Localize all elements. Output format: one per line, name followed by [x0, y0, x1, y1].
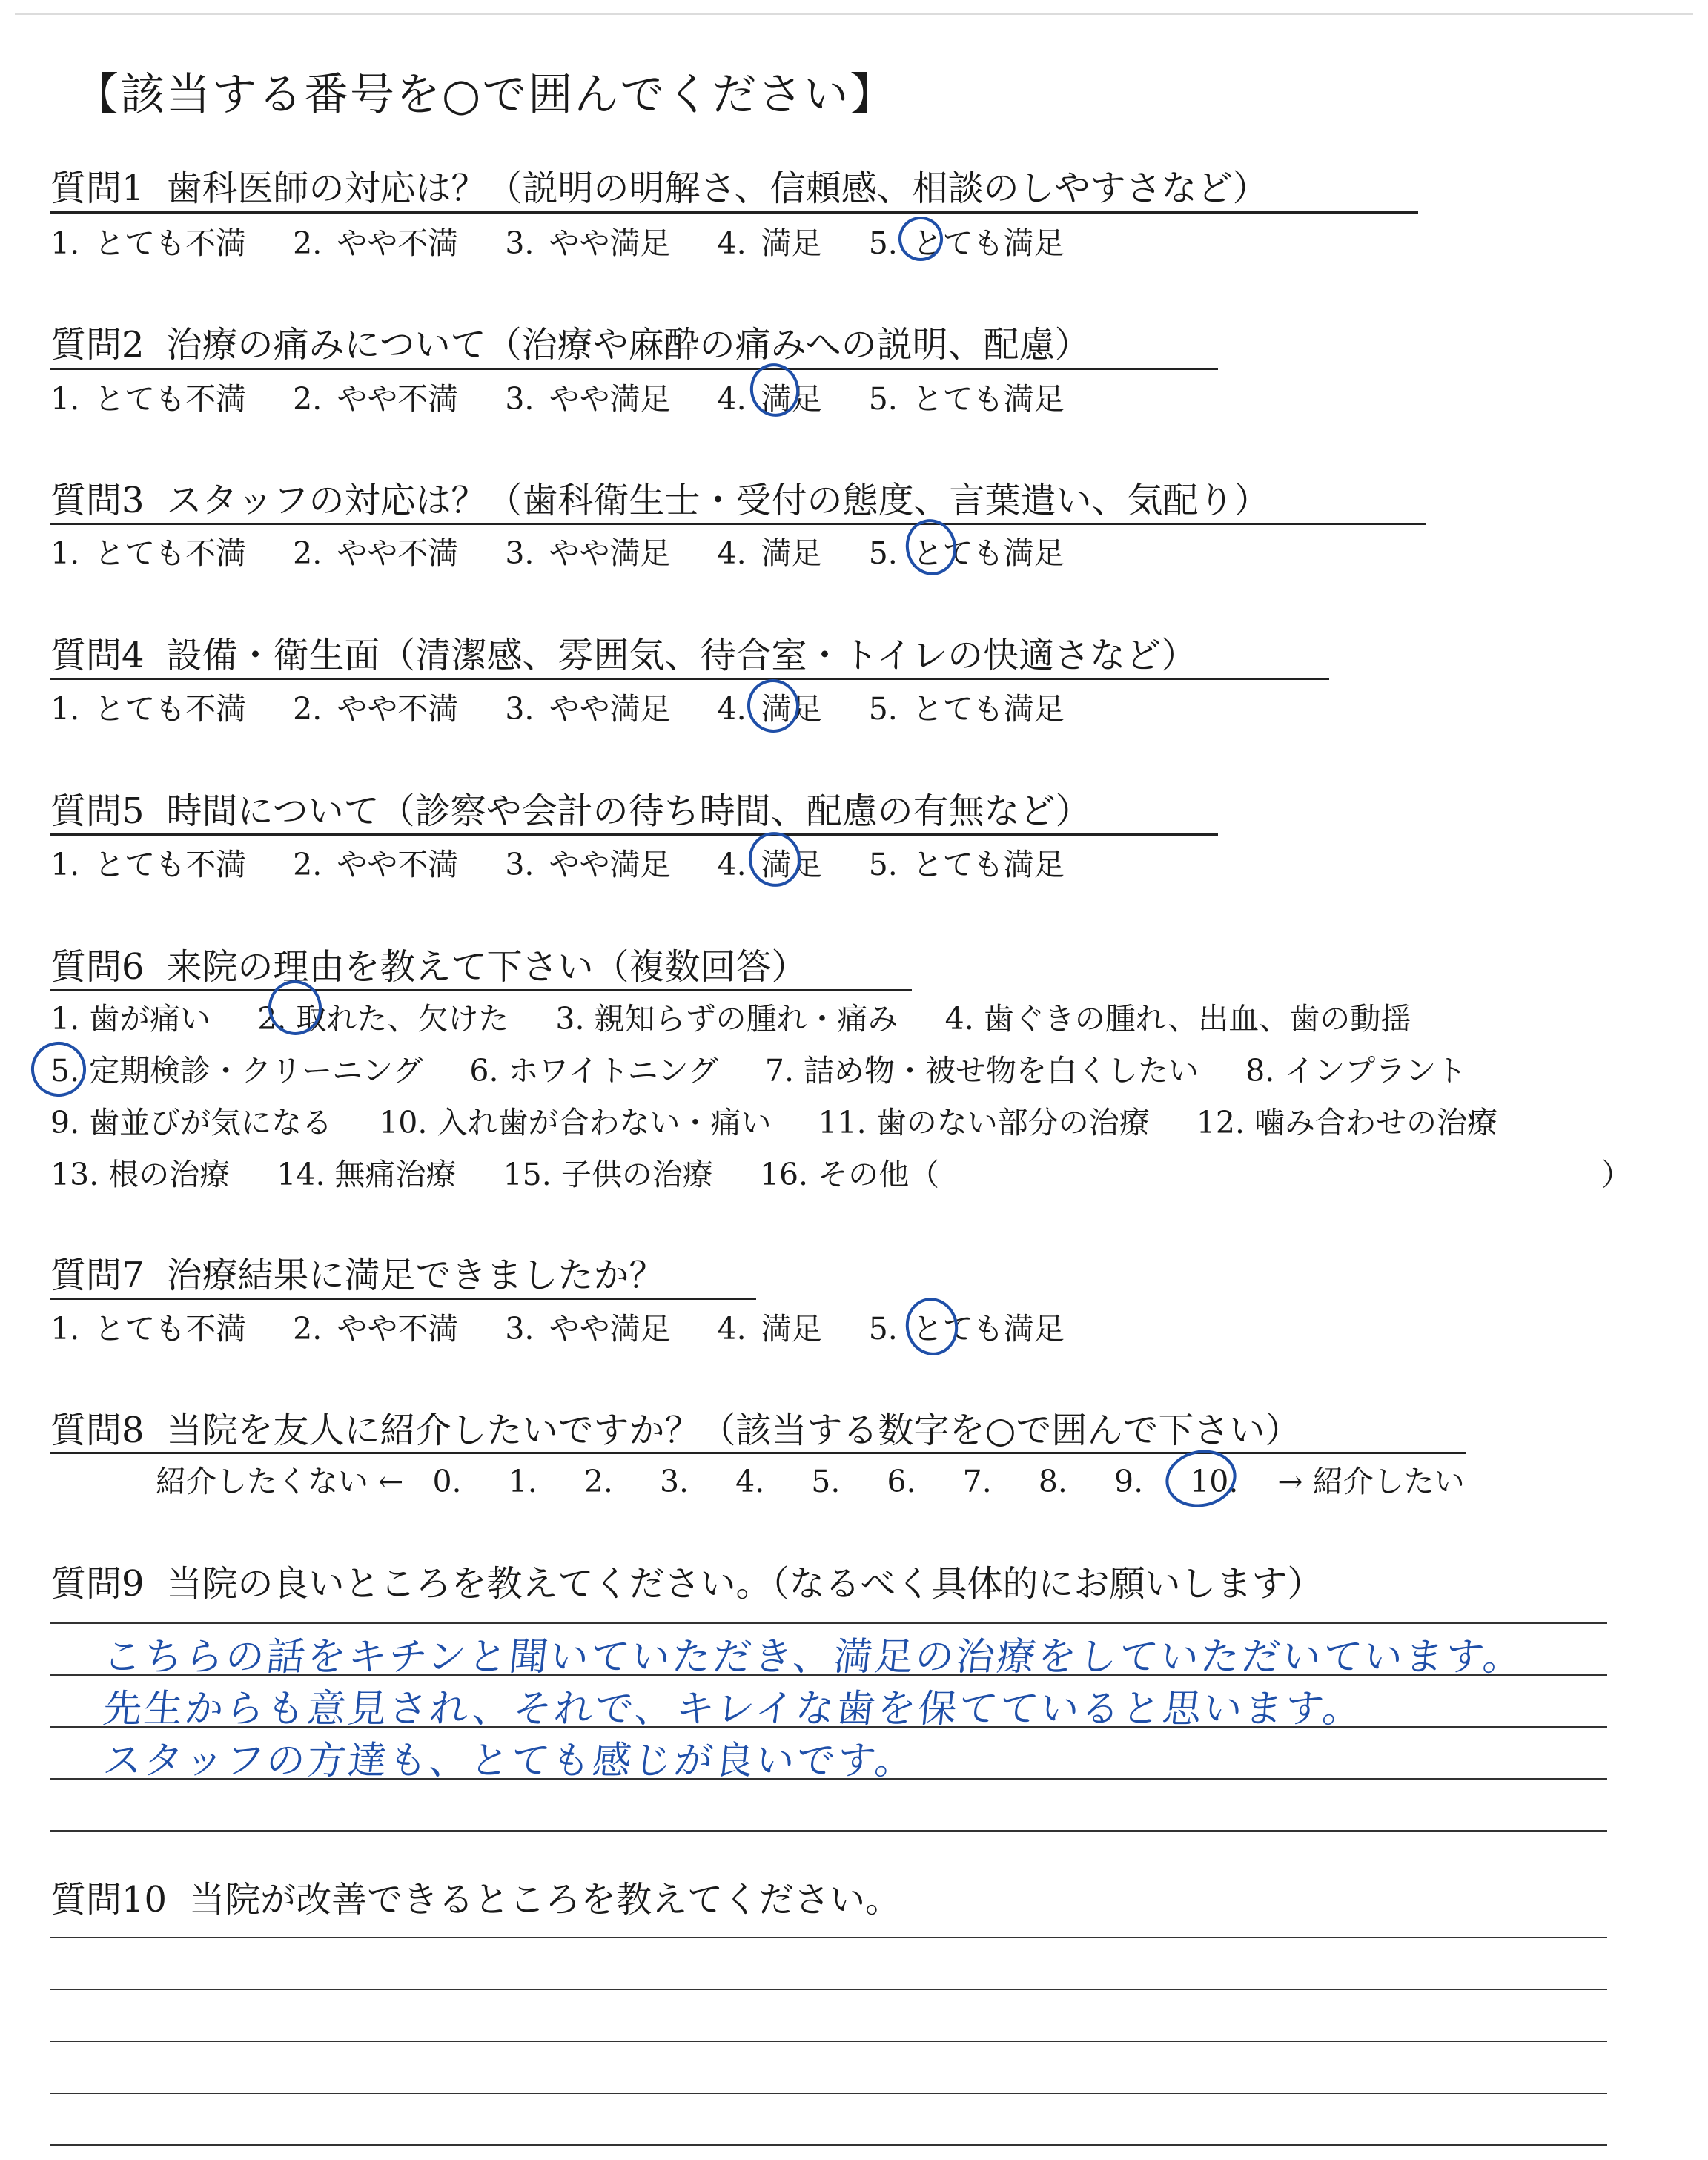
- question-6-row-3: [50, 1102, 1535, 1143]
- scale-option[interactable]: 6.: [887, 1464, 916, 1499]
- question-1-text: 歯科医師の対応は？（説明の明解さ、信頼感、相談のしやすさなど）: [166, 168, 1268, 209]
- option[interactable]: 4. 満足: [717, 225, 822, 261]
- answer-line: [50, 2041, 1607, 2042]
- question-10: [50, 1876, 901, 1923]
- scale-option[interactable]: 4.: [735, 1464, 765, 1499]
- scale-option[interactable]: 8.: [1038, 1464, 1068, 1499]
- scale-option[interactable]: 9.: [1113, 1464, 1144, 1499]
- question-8-label: 質問8: [50, 1410, 145, 1451]
- option[interactable]: 8. インプラント: [1245, 1053, 1467, 1089]
- question-6-label: 質問6: [50, 946, 145, 988]
- question-6-row-2: [50, 1050, 1503, 1091]
- option[interactable]: 5. とても満足: [868, 381, 1065, 417]
- question-10-text: 当院が改善できるところを教えてください。: [189, 1879, 901, 1920]
- option[interactable]: 4. 満足: [717, 1311, 822, 1347]
- option[interactable]: 1. 歯が痛い: [50, 1001, 211, 1037]
- question-3: [50, 477, 1270, 524]
- question-4-text: 設備・衛生面（清潔感、雰囲気、待合室・トイレの快適さなど）: [166, 635, 1197, 676]
- question-4-underline: [50, 678, 1329, 680]
- scale-option[interactable]: 1.: [508, 1464, 537, 1499]
- answer-line: [50, 1989, 1607, 1990]
- question-2-options: [50, 378, 1102, 420]
- option-selected[interactable]: 4. 満足: [717, 381, 822, 417]
- option-selected[interactable]: 5. とても満足: [868, 535, 1065, 571]
- question-7: [50, 1252, 665, 1299]
- question-5-underline: [50, 833, 1218, 836]
- question-4: [50, 632, 1196, 679]
- option[interactable]: 2. やや不満: [293, 1311, 459, 1347]
- option[interactable]: 2. やや不満: [293, 847, 459, 882]
- question-2-label: 質問2: [50, 324, 145, 366]
- option-selected[interactable]: 2. 取れた、欠けた: [257, 1001, 509, 1037]
- question-8-underline: [50, 1452, 1466, 1454]
- option[interactable]: 3. やや満足: [505, 847, 671, 882]
- question-6-row-1: [50, 998, 1448, 1040]
- option[interactable]: 3. やや満足: [505, 381, 671, 417]
- option[interactable]: 1. とても不満: [50, 1311, 247, 1347]
- option-selected[interactable]: 5. 定期検診・クリーニング: [50, 1053, 423, 1089]
- option[interactable]: 1. とても不満: [50, 691, 247, 727]
- question-6: [50, 943, 807, 991]
- question-7-text: 治療結果に満足できましたか？: [166, 1255, 665, 1296]
- scale-option[interactable]: 3.: [659, 1464, 689, 1499]
- option[interactable]: 3. やや満足: [505, 691, 671, 727]
- option[interactable]: 1. とても不満: [50, 847, 247, 882]
- scale-option[interactable]: 0.: [432, 1464, 462, 1499]
- question-2: [50, 321, 1090, 369]
- option-selected[interactable]: 4. 満足: [717, 847, 822, 882]
- question-9-text: 当院の良いところを教えてください。（なるべく具体的にお願いします）: [166, 1563, 1323, 1605]
- option[interactable]: 7. 詰め物・被せ物を白くしたい: [764, 1053, 1199, 1089]
- question-7-underline: [50, 1298, 756, 1300]
- question-4-options: [50, 688, 1102, 730]
- question-3-label: 質問3: [50, 480, 145, 521]
- question-5-label: 質問5: [50, 790, 145, 832]
- option[interactable]: 10. 入れ歯が合わない・痛い: [379, 1105, 772, 1140]
- option[interactable]: 5. とても満足: [868, 847, 1065, 882]
- scale-left-label: 紹介したくない ←: [156, 1464, 404, 1499]
- question-8-scale: [156, 1461, 1465, 1502]
- question-5-text: 時間について（診察や会計の待ち時間、配慮の有無など）: [166, 790, 1091, 832]
- answer-circle-mark: [26, 1037, 91, 1102]
- scale-option-selected[interactable]: 10.: [1190, 1464, 1239, 1499]
- question-1-underline: [50, 211, 1418, 214]
- option[interactable]: 3. やや満足: [505, 535, 671, 571]
- question-8-text: 当院を友人に紹介したいですか？（該当する数字を○で囲んで下さい）: [166, 1410, 1301, 1451]
- answer-line: [50, 1830, 1607, 1832]
- question-7-label: 質問7: [50, 1255, 145, 1296]
- option-selected[interactable]: 5. とても満足: [868, 225, 1065, 261]
- answer-line: [50, 2144, 1607, 2146]
- option[interactable]: 3. やや満足: [505, 1311, 671, 1347]
- option[interactable]: 1. とても不満: [50, 535, 247, 571]
- option[interactable]: 1. とても不満: [50, 381, 247, 417]
- handwritten-answer-line-2: 先生からも意見され、それで、キレイな歯を保てていると思います。: [101, 1687, 1366, 1731]
- scale-option[interactable]: 2.: [583, 1464, 613, 1499]
- answer-line: [50, 1622, 1607, 1624]
- option[interactable]: 15. 子供の治療: [503, 1157, 713, 1192]
- question-6-underline: [50, 989, 912, 991]
- question-5-options: [50, 844, 1102, 885]
- question-4-label: 質問4: [50, 635, 145, 676]
- question-10-label: 質問10: [50, 1879, 168, 1920]
- option[interactable]: 6. ホワイトニング: [469, 1053, 718, 1089]
- handwritten-answer-line-3: スタッフの方達も、とても感じが良いです。: [101, 1739, 918, 1783]
- option[interactable]: 5. とても満足: [868, 691, 1065, 727]
- answer-line: [50, 1937, 1607, 1938]
- handwritten-answer-line-1: こちらの話をキチンと聞いていただき、満足の治療をしていただいています。: [101, 1635, 1526, 1680]
- option[interactable]: 2. やや不満: [293, 225, 459, 261]
- option[interactable]: 4. 歯ぐきの腫れ、出血、歯の動揺: [944, 1001, 1411, 1037]
- option[interactable]: 4. 満足: [717, 535, 822, 571]
- question-9: [50, 1560, 1323, 1608]
- option-selected[interactable]: 4. 満足: [717, 691, 822, 727]
- answer-line: [50, 2093, 1607, 2094]
- scale-option[interactable]: 7.: [962, 1464, 992, 1499]
- option[interactable]: 2. やや不満: [293, 691, 459, 727]
- option[interactable]: 14. 無痛治療: [277, 1157, 457, 1192]
- question-5: [50, 787, 1091, 835]
- page-title: 【該当する番号を○で囲んでください】: [74, 69, 896, 121]
- option-other[interactable]: 16. その他（: [759, 1157, 940, 1192]
- option[interactable]: 3. やや満足: [505, 225, 671, 261]
- option[interactable]: 12. 噛み合わせの治療: [1196, 1105, 1498, 1140]
- option[interactable]: 11. 歯のない部分の治療: [818, 1105, 1150, 1140]
- question-2-text: 治療の痛みについて（治療や麻酔の痛みへの説明、配慮）: [166, 324, 1090, 366]
- answer-circle-mark: [901, 1293, 964, 1361]
- option[interactable]: 2. やや不満: [293, 535, 459, 571]
- question-1: [50, 165, 1268, 212]
- question-8: [50, 1407, 1300, 1454]
- other-close-bracket: ）: [1601, 1157, 1632, 1192]
- option[interactable]: 13. 根の治療: [50, 1157, 231, 1192]
- scale-right-label: → 紹介したい: [1277, 1464, 1465, 1499]
- scale-option[interactable]: 5.: [811, 1464, 841, 1499]
- scan-top-edge: [15, 13, 1693, 15]
- option-selected[interactable]: 5. とても満足: [868, 1311, 1065, 1347]
- question-6-text: 来院の理由を教えて下さい（複数回答）: [166, 946, 807, 988]
- question-3-underline: [50, 523, 1426, 525]
- question-2-underline: [50, 368, 1218, 370]
- question-9-label: 質問9: [50, 1563, 145, 1605]
- question-3-text: スタッフの対応は？（歯科衛生士・受付の態度、言葉遣い、気配り）: [166, 480, 1270, 521]
- question-1-options: [50, 222, 1102, 264]
- question-1-label: 質問1: [50, 168, 145, 209]
- option[interactable]: 2. やや不満: [293, 381, 459, 417]
- option[interactable]: 3. 親知らずの腫れ・痛み: [555, 1001, 898, 1037]
- question-6-row-4: [50, 1154, 976, 1195]
- option[interactable]: 1. とても不満: [50, 225, 247, 261]
- option[interactable]: 9. 歯並びが気になる: [50, 1105, 333, 1140]
